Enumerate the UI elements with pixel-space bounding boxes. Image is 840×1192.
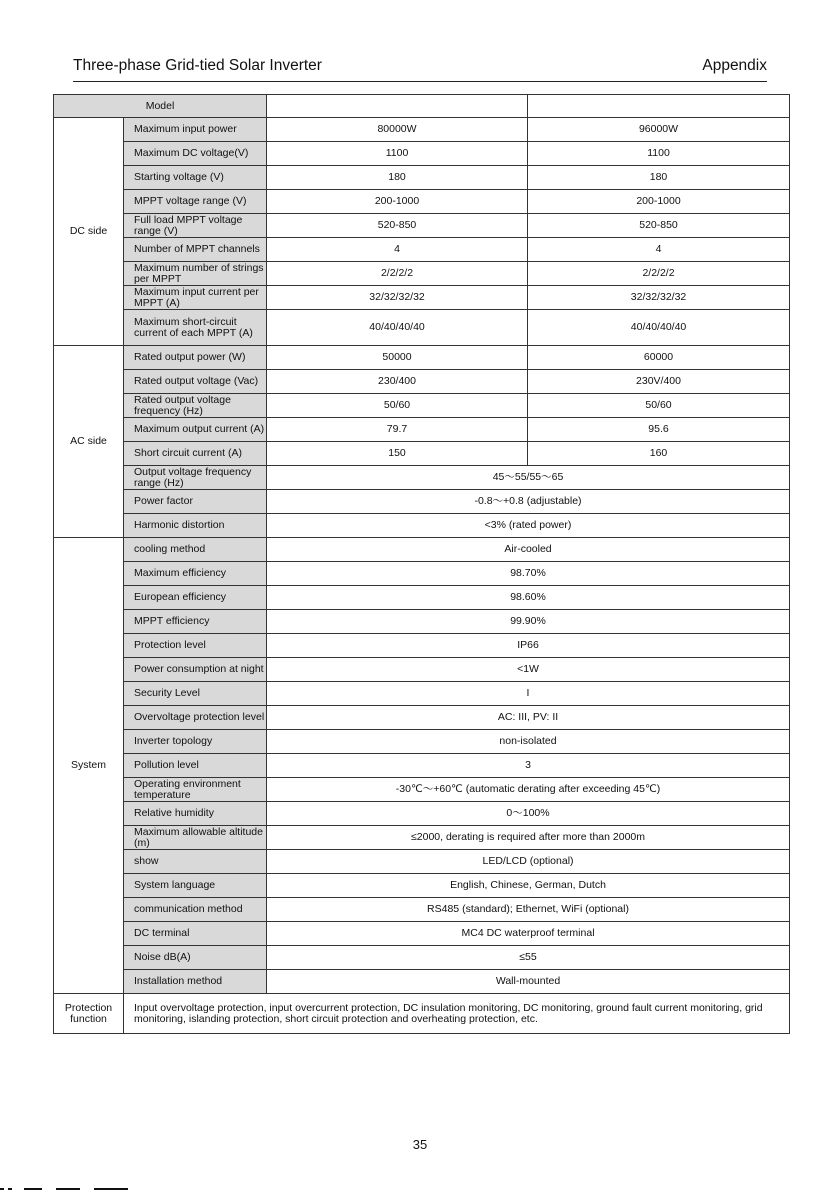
page-header — [73, 57, 767, 82]
row-label: Power consumption at night — [124, 658, 267, 682]
row-value: 50/60 — [267, 394, 528, 418]
spec-row — [54, 850, 790, 874]
row-value: English, Chinese, German, Dutch — [267, 874, 790, 898]
spec-row — [54, 514, 790, 538]
spec-row — [54, 874, 790, 898]
row-label: Maximum allowable altitude (m) — [124, 826, 267, 850]
row-value: 520-850 — [267, 214, 528, 238]
row-label: Full load MPPT voltage range (V) — [124, 214, 267, 238]
spec-row — [54, 142, 790, 166]
row-label: Maximum input current per MPPT (A) — [124, 286, 267, 310]
spec-row — [54, 538, 790, 562]
row-label: Maximum short-circuit current of each MPPT (A) — [124, 310, 267, 346]
row-value: 1100 — [528, 142, 790, 166]
spec-table — [53, 94, 790, 1034]
row-value: 3 — [267, 754, 790, 778]
section-title: Appendix — [702, 57, 767, 74]
row-label: communication method — [124, 898, 267, 922]
row-value: 2/2/2/2 — [528, 262, 790, 286]
row-label: Output voltage frequency range (Hz) — [124, 466, 267, 490]
row-value: 230/400 — [267, 370, 528, 394]
protection-row — [54, 994, 790, 1034]
row-value: 520-850 — [528, 214, 790, 238]
row-label: MPPT efficiency — [124, 610, 267, 634]
row-label: Rated output voltage frequency (Hz) — [124, 394, 267, 418]
spec-row — [54, 562, 790, 586]
row-value: 98.70% — [267, 562, 790, 586]
page-number: 35 — [412, 1137, 428, 1152]
spec-row — [54, 262, 790, 286]
spec-row — [54, 826, 790, 850]
row-label: Relative humidity — [124, 802, 267, 826]
row-label: Maximum output current (A) — [124, 418, 267, 442]
row-value: <1W — [267, 658, 790, 682]
spec-row — [54, 190, 790, 214]
row-label: cooling method — [124, 538, 267, 562]
spec-row — [54, 946, 790, 970]
row-value: Wall-mounted — [267, 970, 790, 994]
model-value — [267, 95, 528, 118]
row-label: DC terminal — [124, 922, 267, 946]
spec-row — [54, 166, 790, 190]
row-value: -30℃～+60℃ (automatic derating after exceeding 45℃) — [267, 778, 790, 802]
row-label: Pollution level — [124, 754, 267, 778]
row-value: 50/60 — [528, 394, 790, 418]
row-value: 32/32/32/32 — [528, 286, 790, 310]
row-value: <3% (rated power) — [267, 514, 790, 538]
row-value: 0～100% — [267, 802, 790, 826]
group-label: AC side — [54, 346, 124, 538]
row-label: Number of MPPT channels — [124, 238, 267, 262]
row-value: 180 — [528, 166, 790, 190]
spec-row — [54, 346, 790, 370]
row-value: 79.7 — [267, 418, 528, 442]
protection-label: Protection function — [54, 994, 124, 1034]
spec-row — [54, 118, 790, 142]
row-label: Rated output voltage (Vac) — [124, 370, 267, 394]
row-value: 2/2/2/2 — [267, 262, 528, 286]
row-label: Security Level — [124, 682, 267, 706]
row-label: Inverter topology — [124, 730, 267, 754]
row-value: 80000W — [267, 118, 528, 142]
row-label: European efficiency — [124, 586, 267, 610]
spec-row — [54, 682, 790, 706]
spec-row — [54, 394, 790, 418]
spec-row — [54, 310, 790, 346]
row-value: 40/40/40/40 — [267, 310, 528, 346]
row-value: 150 — [267, 442, 528, 466]
spec-row — [54, 922, 790, 946]
spec-row — [54, 586, 790, 610]
spec-row — [54, 214, 790, 238]
row-value: AC: III, PV: II — [267, 706, 790, 730]
spec-row — [54, 610, 790, 634]
row-label: Protection level — [124, 634, 267, 658]
row-label: Maximum number of strings per MPPT — [124, 262, 267, 286]
spec-row — [54, 634, 790, 658]
row-value: 45～55/55～65 — [267, 466, 790, 490]
row-label: System language — [124, 874, 267, 898]
row-label: Maximum DC voltage(V) — [124, 142, 267, 166]
row-value: I — [267, 682, 790, 706]
row-value: 200-1000 — [267, 190, 528, 214]
row-value: 1100 — [267, 142, 528, 166]
row-value: 4 — [267, 238, 528, 262]
row-value: 60000 — [528, 346, 790, 370]
spec-row — [54, 970, 790, 994]
row-label: Starting voltage (V) — [124, 166, 267, 190]
spec-row — [54, 730, 790, 754]
row-label: Maximum input power — [124, 118, 267, 142]
spec-row — [54, 658, 790, 682]
row-value: non-isolated — [267, 730, 790, 754]
row-value: 99.90% — [267, 610, 790, 634]
row-label: Overvoltage protection level — [124, 706, 267, 730]
row-value: Air-cooled — [267, 538, 790, 562]
row-value: 160 — [528, 442, 790, 466]
group-label: System — [54, 538, 124, 994]
spec-row — [54, 238, 790, 262]
row-value: 96000W — [528, 118, 790, 142]
row-label: Installation method — [124, 970, 267, 994]
row-value: 200-1000 — [528, 190, 790, 214]
row-label: Noise dB(A) — [124, 946, 267, 970]
row-value: 230V/400 — [528, 370, 790, 394]
spec-row — [54, 466, 790, 490]
row-label: Rated output power (W) — [124, 346, 267, 370]
model-row — [54, 95, 790, 118]
row-value: LED/LCD (optional) — [267, 850, 790, 874]
spec-row — [54, 418, 790, 442]
row-value: 40/40/40/40 — [528, 310, 790, 346]
row-value: 180 — [267, 166, 528, 190]
protection-value: Input overvoltage protection, input overcurrent protection, DC insulation monitoring, DC monitoring, ground fault current monitoring, grid monitoring, islanding protection, short circuit protection and overheating protection, etc. — [124, 994, 790, 1034]
row-value: ≤2000, derating is required after more than 2000m — [267, 826, 790, 850]
document-title: Three-phase Grid-tied Solar Inverter — [73, 57, 322, 74]
row-value: MC4 DC waterproof terminal — [267, 922, 790, 946]
spec-row — [54, 370, 790, 394]
row-value: 32/32/32/32 — [267, 286, 528, 310]
spec-row — [54, 490, 790, 514]
spec-row — [54, 706, 790, 730]
row-value: 95.6 — [528, 418, 790, 442]
spec-row — [54, 754, 790, 778]
row-value: RS485 (standard); Ethernet, WiFi (optional) — [267, 898, 790, 922]
row-label: show — [124, 850, 267, 874]
row-value: -0.8～+0.8 (adjustable) — [267, 490, 790, 514]
row-label: Short circuit current (A) — [124, 442, 267, 466]
row-value: 98.60% — [267, 586, 790, 610]
row-label: Power factor — [124, 490, 267, 514]
row-label: MPPT voltage range (V) — [124, 190, 267, 214]
row-value: 4 — [528, 238, 790, 262]
spec-row — [54, 898, 790, 922]
row-label: Maximum efficiency — [124, 562, 267, 586]
model-label: Model — [54, 95, 267, 118]
row-label: Operating environment temperature — [124, 778, 267, 802]
group-label: DC side — [54, 118, 124, 346]
spec-row — [54, 442, 790, 466]
spec-row — [54, 286, 790, 310]
row-value: IP66 — [267, 634, 790, 658]
model-value — [528, 95, 790, 118]
spec-row — [54, 778, 790, 802]
scan-marks — [0, 1185, 140, 1192]
spec-table-body — [54, 95, 790, 1034]
row-value: ≤55 — [267, 946, 790, 970]
spec-row — [54, 802, 790, 826]
row-label: Harmonic distortion — [124, 514, 267, 538]
row-value: 50000 — [267, 346, 528, 370]
